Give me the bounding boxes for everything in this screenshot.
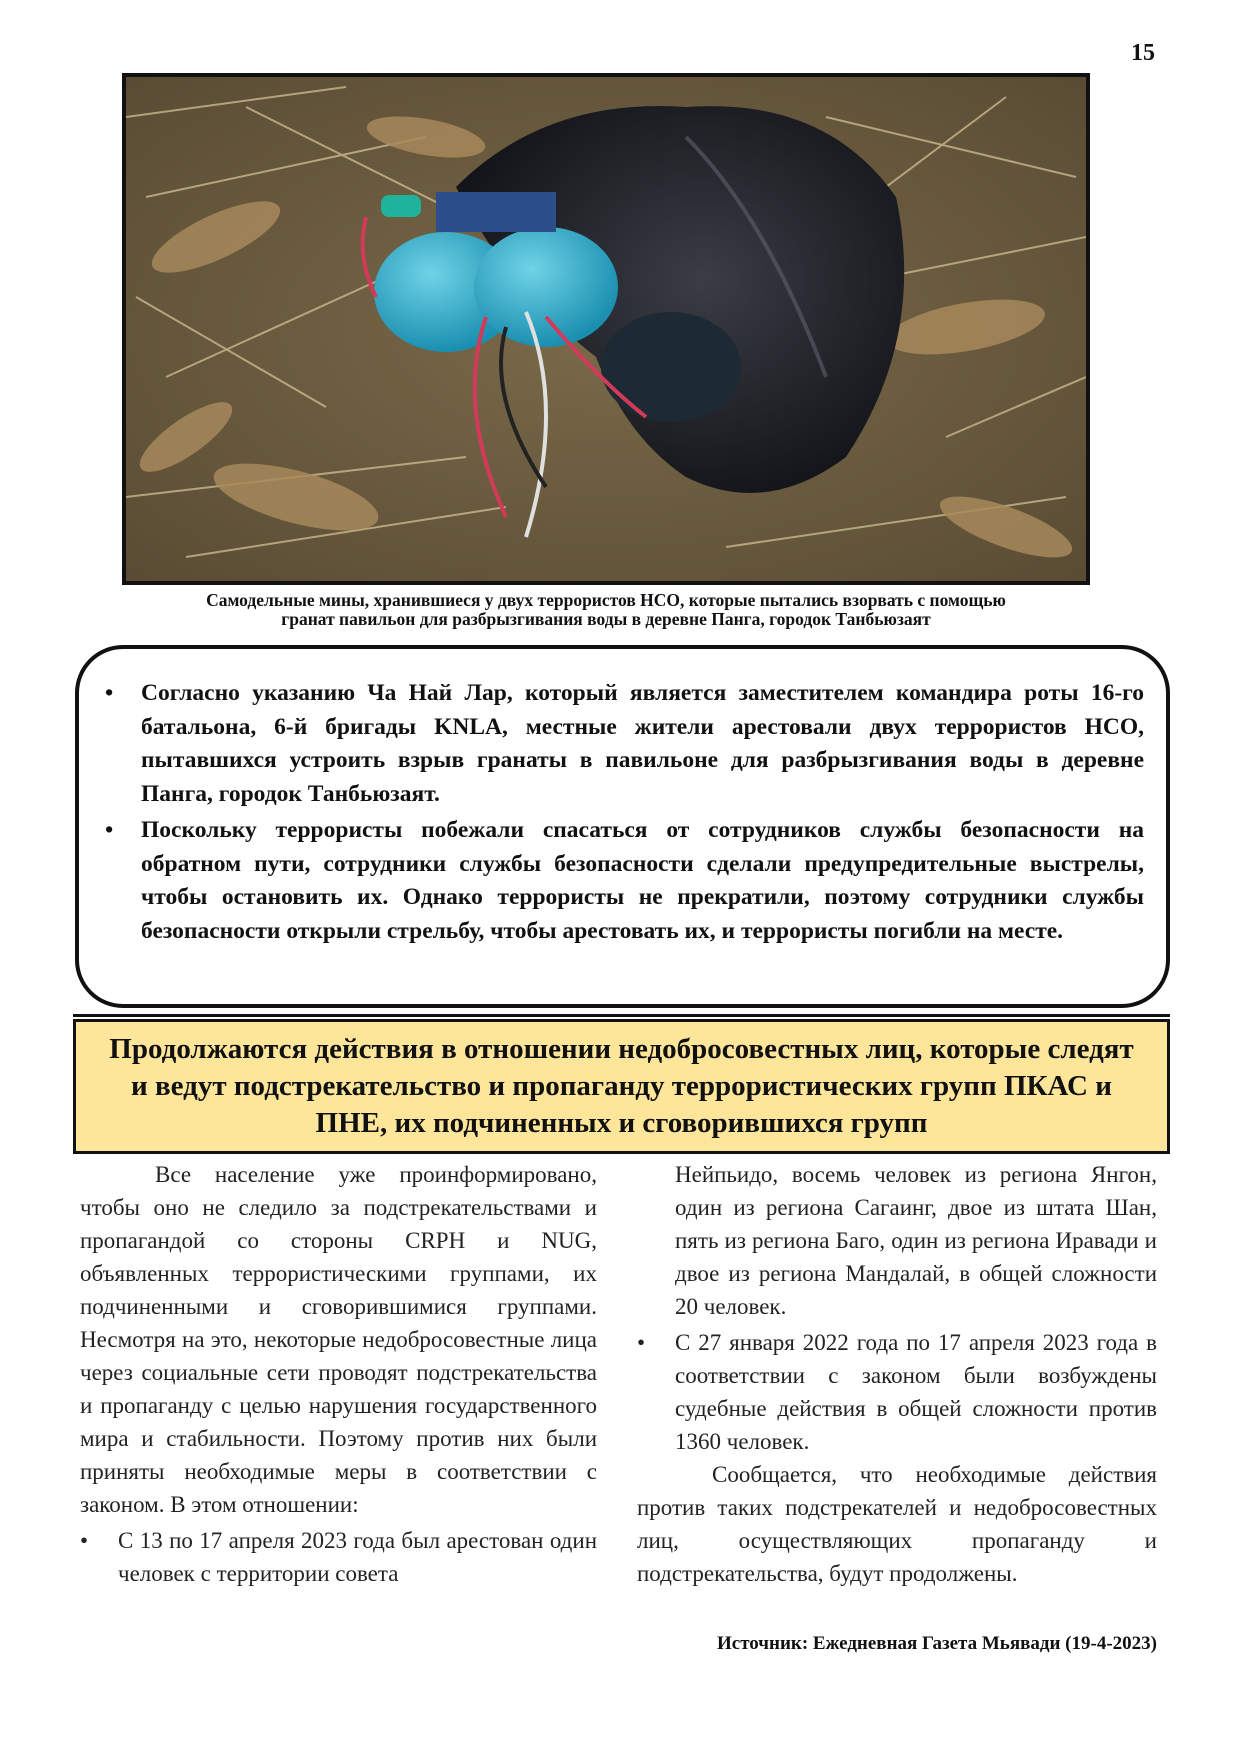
article-headline: Продолжаются действия в отношении недобросовестных лиц, которые следят и ведут подстрекательство и пропаганду террористических групп ПКАС и ПНЕ, их подчиненных и сговорившихся групп <box>109 1033 1134 1139</box>
headline-band <box>73 1019 1170 1154</box>
source-credit: Источник: Ежедневная Газета Мьявади (19-4-2023) <box>717 1633 1157 1654</box>
summary-box <box>75 645 1170 1008</box>
caption-line-2: гранат павильон для разбрызгивания воды в деревне Панга, городок Танбьюзаят <box>281 609 931 629</box>
body-column-left <box>80 1158 597 1590</box>
page-number: 15 <box>1131 40 1155 66</box>
body-list-left <box>80 1524 597 1590</box>
field-photo-improvised-mines-icon <box>126 77 1086 581</box>
body-list-right <box>637 1326 1157 1458</box>
caption-line-1: Самодельные мины, хранившиеся у двух террористов НСО, которые пытались взорвать с помощью <box>206 590 1006 610</box>
article-photo <box>122 73 1090 585</box>
body-bullet-arrests-continued: Нейпьидо, восемь человек из региона Янгон, один из региона Сагаинг, двое из штата Шан, пять из региона Баго, один из региона Иравади и двое из региона Мандалай, в общей сложности 20 человек. <box>675 1162 1157 1319</box>
summary-bullet: • Поскольку террористы побежали спасаться от сотрудников службы безопасности на обратном пути, сотрудники службы безопасности сделали предупредительные выстрелы, чтобы остановить их. Однако террористы не прекратили, поэтому сотрудники службы безопасности открыли стрельбу, чтобы арестовать их, и террористы погибли на месте. <box>141 814 1144 948</box>
summary-bullet: • Согласно указанию Ча Най Лар, который является заместителем командира роты 16-го батальона, 6-й бригады KNLA, местные жители арестовали двух террористов НСО, пытавшихся устроить взрыв гранаты в павильоне для разбрызгивания воды в деревне Панга, городок Танбьюзаят. <box>141 677 1144 811</box>
body-bullet-legal-actions: • С 27 января 2022 года по 17 апреля 2023 года в соответствии с законом были возбуждены судебные действия в общей сложности против 1360 человек. <box>637 1326 1157 1458</box>
body-column-right <box>637 1158 1157 1590</box>
body-paragraph-intro: Все население уже проинформировано, чтобы оно не следило за подстрекательствами и пропагандой со стороны CRPH и NUG, объявленных террористическими группами, их подчиненными и сговорившимися группами. Несмотря на это, некоторые недобросовестные лица через социальные сети проводят подстрекательства и пропаганду с целью нарушения государственного мира и стабильности. Поэтому против них были приняты необходимые меры в соответствии с законом. В этом отношении: <box>80 1162 597 1517</box>
photo-caption <box>122 591 1090 629</box>
body-paragraph-closing: Сообщается, что необходимые действия против таких подстрекателей и недобросовестных лиц, осуществляющих пропаганду и подстрекательства, будут продолжены. <box>637 1462 1157 1586</box>
body-bullet-arrests-start: • С 13 по 17 апреля 2023 года был арестован один человек с территории совета <box>80 1524 597 1590</box>
summary-list <box>141 677 1144 951</box>
section-divider <box>73 1014 1170 1017</box>
